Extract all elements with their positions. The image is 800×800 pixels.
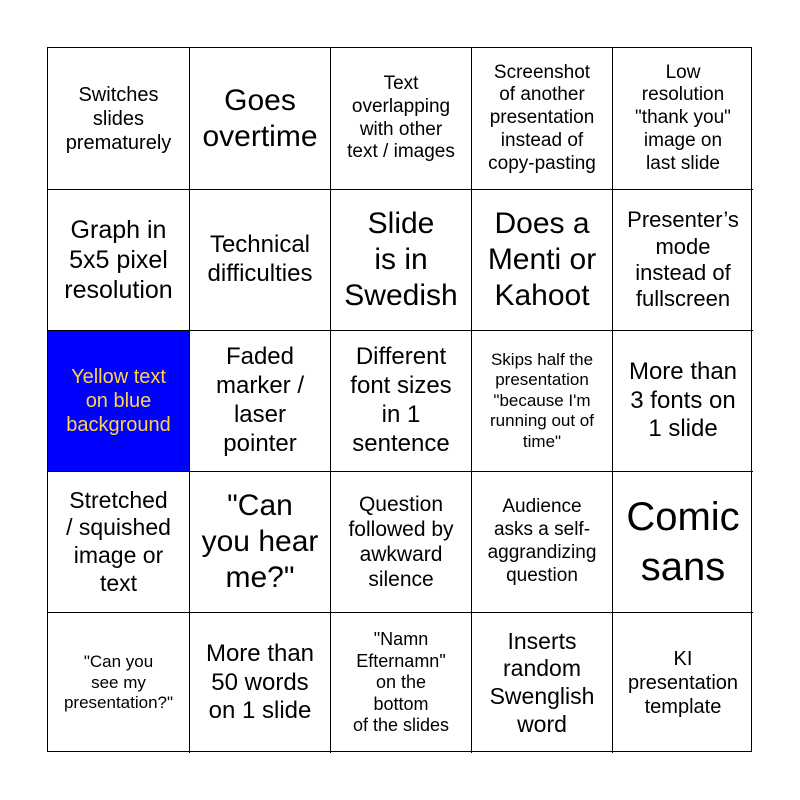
bingo-cell[interactable]: "Can you hear me?" <box>190 472 331 613</box>
bingo-cell[interactable]: "Can you see my presentation?" <box>48 613 190 753</box>
bingo-cell[interactable]: Slide is in Swedish <box>331 190 472 331</box>
bingo-cell[interactable]: Graph in 5x5 pixel resolution <box>48 190 190 331</box>
bingo-cell[interactable]: Comic sans <box>613 472 753 613</box>
bingo-cell[interactable]: Does a Menti or Kahoot <box>472 190 613 331</box>
bingo-cell[interactable]: Skips half the presentation "because I'm running out of time" <box>472 331 613 472</box>
bingo-cell[interactable]: Question followed by awkward silence <box>331 472 472 613</box>
bingo-cell[interactable]: Stretched / squished image or text <box>48 472 190 613</box>
bingo-board <box>47 47 752 752</box>
bingo-cell[interactable]: Screenshot of another presentation instead of copy-pasting <box>472 48 613 190</box>
bingo-cell[interactable]: Inserts random Swenglish word <box>472 613 613 753</box>
bingo-cell[interactable]: Switches slides prematurely <box>48 48 190 190</box>
bingo-cell[interactable]: Low resolution "thank you" image on last slide <box>613 48 753 190</box>
bingo-cell-highlighted[interactable]: Yellow text on blue background <box>48 331 190 472</box>
bingo-cell[interactable]: KI presentation template <box>627 648 739 718</box>
bingo-cell[interactable]: Technical difficulties <box>190 190 331 331</box>
bingo-cell[interactable]: Presenter’s mode instead of fullscreen <box>613 190 753 331</box>
bingo-cell[interactable]: More than 3 fonts on 1 slide <box>613 331 753 472</box>
bingo-cell[interactable]: Text overlapping with other text / images <box>331 48 472 190</box>
bingo-cell[interactable]: Audience asks a self- aggrandizing question <box>472 472 613 613</box>
bingo-cell[interactable]: Goes overtime <box>190 48 331 190</box>
bingo-cell[interactable]: More than 50 words on 1 slide <box>190 613 331 753</box>
bingo-cell[interactable]: Different font sizes in 1 sentence <box>331 331 472 472</box>
bingo-cell[interactable]: Faded marker / laser pointer <box>190 331 331 472</box>
bingo-cell[interactable]: "Namn Efternamn" on the bottom of the slides <box>331 613 472 753</box>
